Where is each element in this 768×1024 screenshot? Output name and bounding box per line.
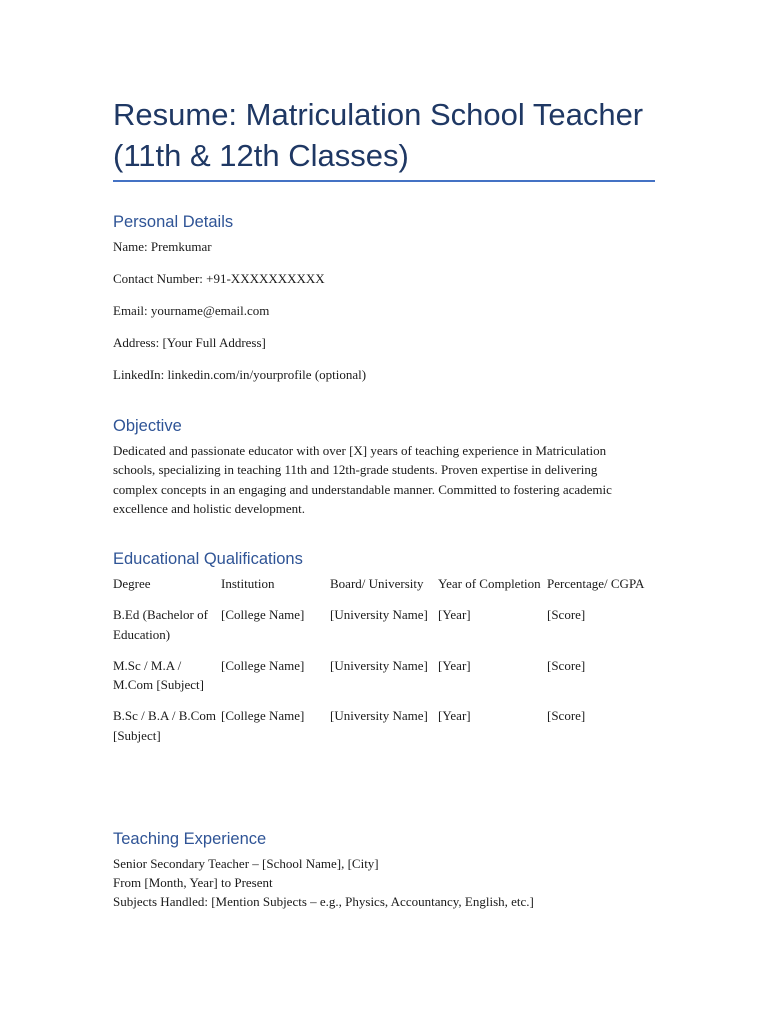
table-row xyxy=(113,605,647,656)
column-header-degree: Degree xyxy=(113,576,151,591)
document-title: Resume: Matriculation School Teacher (11th & 12th Classes) xyxy=(113,97,644,173)
table-row xyxy=(113,706,647,757)
table-cell: [Score] xyxy=(547,607,586,623)
table-cell: [Year] xyxy=(438,708,471,724)
table-cell: [College Name] xyxy=(221,607,305,623)
personal-details-heading: Personal Details xyxy=(113,213,234,231)
column-header-year: Year of Completion xyxy=(438,576,541,591)
experience-subjects: Subjects Handled: [Mention Subjects – e.g., Physics, Accountancy, English, etc.] xyxy=(113,894,534,909)
table-cell: B.Sc / B.A / B.Com [Subject] xyxy=(113,708,216,743)
name-line: Name: Premkumar xyxy=(113,239,212,254)
table-cell: B.Ed (Bachelor of Education) xyxy=(113,607,208,642)
objective-heading: Objective xyxy=(113,417,182,435)
experience-period: From [Month, Year] to Present xyxy=(113,875,273,890)
table-cell: [University Name] xyxy=(330,708,428,724)
linkedin-line: LinkedIn: linkedin.com/in/yourprofile (optional) xyxy=(113,367,367,382)
table-cell: [Score] xyxy=(547,657,586,673)
table-row xyxy=(113,656,647,707)
experience-position: Senior Secondary Teacher – [School Name], [City] xyxy=(113,856,379,871)
column-header-board: Board/ University xyxy=(330,576,424,591)
table-header-row xyxy=(113,574,647,605)
column-header-institution: Institution xyxy=(221,576,275,591)
experience-heading: Teaching Experience xyxy=(113,830,267,848)
table-cell: [University Name] xyxy=(330,657,428,673)
address-line: Address: [Your Full Address] xyxy=(113,335,266,350)
table-cell: M.Sc / M.A / M.Com [Subject] xyxy=(113,657,204,693)
objective-text: Dedicated and passionate educator with over [X] years of teaching experience in Matriculation schools, specializing in teaching 11th and 12th-grade students. Proven expertise in delivering complex concepts in an engaging and understandable manner. Committed to fostering academic excellence and holistic development. xyxy=(113,443,612,516)
education-table xyxy=(113,574,647,757)
email-line: Email: yourname@email.com xyxy=(113,303,270,318)
table-cell: [Year] xyxy=(438,657,471,673)
table-cell: [College Name] xyxy=(221,708,305,724)
title-divider xyxy=(113,180,655,182)
table-cell: [Score] xyxy=(547,708,586,724)
contact-line: Contact Number: +91-XXXXXXXXXX xyxy=(113,271,325,286)
table-cell: [University Name] xyxy=(330,607,428,623)
column-header-percentage: Percentage/ CGPA xyxy=(547,576,645,591)
table-cell: [College Name] xyxy=(221,657,305,673)
table-cell: [Year] xyxy=(438,607,471,623)
education-heading: Educational Qualifications xyxy=(113,550,303,568)
